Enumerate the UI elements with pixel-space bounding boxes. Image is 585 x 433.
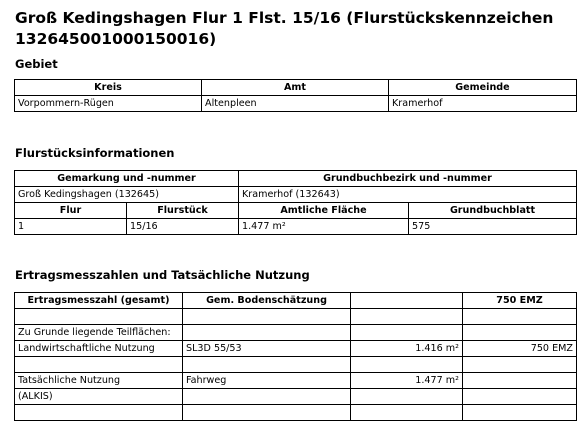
cell [351,405,463,421]
table-row [15,405,577,421]
cell-gemarkung: Groß Kedingshagen (132645) [15,187,239,203]
header-flurstueck: Flurstück [127,203,239,219]
cell [183,325,351,341]
cell-bodenschaetzung-value: SL3D 55/53 [183,341,351,357]
header-empty [351,293,463,309]
section-heading-flurstueck: Flurstücksinformationen [15,146,175,160]
cell-tatsaechliche-nutzung: Tatsächliche Nutzung [15,373,183,389]
header-amtliche-flaeche: Amtliche Fläche [239,203,409,219]
table-row [15,373,577,389]
cell [463,357,577,373]
table-row [15,389,577,405]
cell-nutzung-landwirtschaft: Landwirtschaftliche Nutzung [15,341,183,357]
cell-amt: Altenpleen [202,96,389,112]
cell [463,325,577,341]
cell [463,373,577,389]
cell-grundbuchbezirk: Kramerhof (132643) [239,187,577,203]
header-ertragsmesszahl: Ertragsmesszahl (gesamt) [15,293,183,309]
cell-teilflaechen-label: Zu Grunde liegende Teilflächen: [15,325,183,341]
cell-alkis-label: (ALKIS) [15,389,183,405]
cell [463,405,577,421]
cell [183,357,351,373]
ertrag-table [14,292,577,421]
cell [463,309,577,325]
header-kreis: Kreis [15,80,202,96]
cell [463,389,577,405]
table-header-row [15,203,577,219]
cell-gemeinde: Kramerhof [389,96,577,112]
cell-amtliche-flaeche: 1.477 m² [239,219,409,235]
table-row [15,187,577,203]
table-row [15,96,577,112]
flurstueck-table [14,170,577,235]
cell-flurstueck: 15/16 [127,219,239,235]
header-grundbuchblatt: Grundbuchblatt [409,203,577,219]
page-title: Groß Kedingshagen Flur 1 Flst. 15/16 (Flurstückskennzeichen 132645001000150016) [15,9,554,48]
cell [351,389,463,405]
section-heading-gebiet: Gebiet [15,57,58,71]
table-row [15,341,577,357]
cell [15,309,183,325]
table-header-row [15,171,577,187]
table-row [15,357,577,373]
table-row [15,219,577,235]
header-flur: Flur [15,203,127,219]
header-gemarkung: Gemarkung und -nummer [15,171,239,187]
table-row [15,309,577,325]
cell-flur: 1 [15,219,127,235]
cell [183,389,351,405]
table-row [15,325,577,341]
header-emz-total: 750 EMZ [463,293,577,309]
header-grundbuchbezirk: Grundbuchbezirk und -nummer [239,171,577,187]
section-heading-ertrag: Ertragsmesszahlen und Tatsächliche Nutzung [15,268,310,282]
header-amt: Amt [202,80,389,96]
cell-grundbuchblatt: 575 [409,219,577,235]
cell [15,405,183,421]
cell [183,405,351,421]
cell-nutzungsart: Fahrweg [183,373,351,389]
cell-kreis: Vorpommern-Rügen [15,96,202,112]
cell [351,357,463,373]
table-header-row [15,80,577,96]
cell [351,325,463,341]
cell [15,357,183,373]
header-gemeinde: Gemeinde [389,80,577,96]
gebiet-table [14,79,577,112]
cell [351,309,463,325]
table-header-row [15,293,577,309]
cell-flaeche: 1.477 m² [351,373,463,389]
cell-emz: 750 EMZ [463,341,577,357]
header-bodenschaetzung: Gem. Bodenschätzung [183,293,351,309]
cell [183,309,351,325]
cell-flaeche: 1.416 m² [351,341,463,357]
